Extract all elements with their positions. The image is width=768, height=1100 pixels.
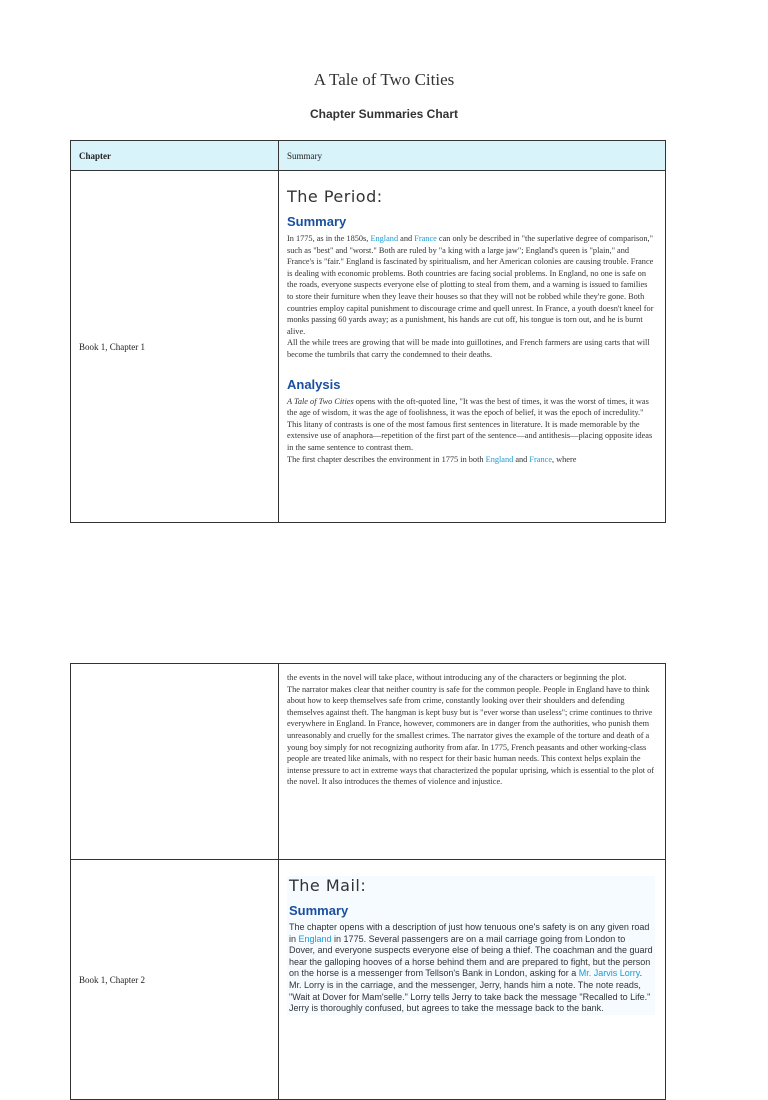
summary-paragraph: The chapter opens with a description of just how tenuous one's safety is on any given road in England in 1775. Several passengers are on a mail carriage going from London to Dover, and everyone suspects everyone else of being a thief. The coachman and the guard hear the galloping hooves of a horse behind them and are prepared to fight, but the person on the horse is a messenger from Tellson's Bank in London, asking for a Mr. Jarvis Lorry. Mr. Lorry is in the carriage, and the messenger, Jerry, hands him a note. The note reads, "Wait at Dover for Mam'selle." Lorry tells Jerry to take back the message "Recalled to Life." Jerry is thoroughly confused, but agrees to take the message back to the bank. <box>289 922 653 1014</box>
france-link[interactable]: France <box>529 454 552 464</box>
summary-heading: Summary <box>287 214 347 229</box>
document-subtitle: Chapter Summaries Chart <box>309 107 459 121</box>
table-header-row <box>71 141 666 171</box>
section-heading: The Period: <box>287 187 383 206</box>
summary-cell <box>279 860 666 1100</box>
chapter-cell: Book 1, Chapter 1 <box>71 171 279 523</box>
header-summary: Summary <box>279 141 666 171</box>
summary-table-page-1 <box>70 140 666 523</box>
chapter-cell: Book 1, Chapter 2 <box>71 860 279 1100</box>
chapter-cell-empty <box>71 664 279 860</box>
table-row <box>71 860 666 1100</box>
summary-paragraph: All the while trees are growing that will be made into guillotines, and French farmers are using carts that will become the tumbrils that carry the condemned to their deaths. <box>287 338 650 359</box>
england-link[interactable]: England <box>298 933 332 944</box>
summary-block <box>287 876 655 1015</box>
analysis-paragraph: the events in the novel will take place, without introducing any of the characters or beginning the plot. <box>287 673 627 682</box>
analysis-paragraph: A Tale of Two Cities opens with the oft-quoted line, "It was the best of times, it was the worst of times, it was the age of wisdom, it was the age of foolishness, it was the epoch of belief, it was the epoch of incredulity." This litany of contrasts is one of the most famous first sentences in literature. It is made memorable by the extensive use of anaphora—repetition of the first part of the sentence—and antithesis—placing opposite ideas in the same sentence to contrast them. <box>287 396 653 452</box>
france-link[interactable]: France <box>414 234 437 243</box>
analysis-paragraph: The narrator makes clear that neither country is safe for the common people. People in England have to think about how to keep themselves safe from crime, constantly looking over their shoulders and defending themselves against theft. The hangman is kept busy but is "ever worse than useless"; crime continues to thrive everywhere in England. In France, however, commoners are in danger from the authorities, who punish them unreasonably and cruelly for the smallest crimes. The narrator gives the example of the torture and death of a young boy simply for not recognizing authority from afar. In 1775, French peasants and other working-class people are treated like animals, with no respect for their basic human needs. This context helps explain the intense pressure to act in extreme ways that characterized the popular uprising, which is essential to the plot of the novel. It also introduces the themes of violence and injustice. <box>287 684 655 787</box>
jarvis-lorry-link[interactable]: Mr. Jarvis Lorry <box>578 968 640 979</box>
book-title-italic: A Tale of Two Cities <box>287 396 354 406</box>
england-link[interactable]: England <box>485 454 514 464</box>
analysis-paragraph: The first chapter describes the environment in 1775 in both England and France, where <box>287 454 577 464</box>
summary-table-page-2 <box>70 663 666 1100</box>
section-heading: The Mail: <box>289 876 367 895</box>
summary-cell <box>279 171 666 523</box>
analysis-heading: Analysis <box>287 376 341 392</box>
table-row <box>71 664 666 860</box>
document-title: A Tale of Two Cities <box>313 70 455 89</box>
table-row <box>71 171 666 523</box>
summary-paragraph: In 1775, as in the 1850s, England and France can only be described in "the superlative degree of comparison," such as "best" and "worst." Both are ruled by "a king with a large jaw"; England's queen is "plain," and France's is "fair." England is fascinated by spiritualism, and her American colonies are causing trouble. France is dealing with economic problems. Both countries are facing social problems. In England, no one is safe on the roads, everyone suspects everyone else of plotting to steal from them, and a warning is issued to families to store their furniture when they leave their houses so that they will not be robbed while they're gone. Both countries employ capital punishment to discourage crime and quell unrest. In France, a youth doesn't kneel for monks passing 60 yards away; as a punishment, his hands are cut off, his tongue is torn out, and he is burnt alive. <box>287 234 654 336</box>
summary-cell-continued <box>279 664 666 860</box>
header-chapter: Chapter <box>71 141 279 171</box>
summary-heading: Summary <box>289 903 349 918</box>
england-link[interactable]: England <box>370 234 399 243</box>
